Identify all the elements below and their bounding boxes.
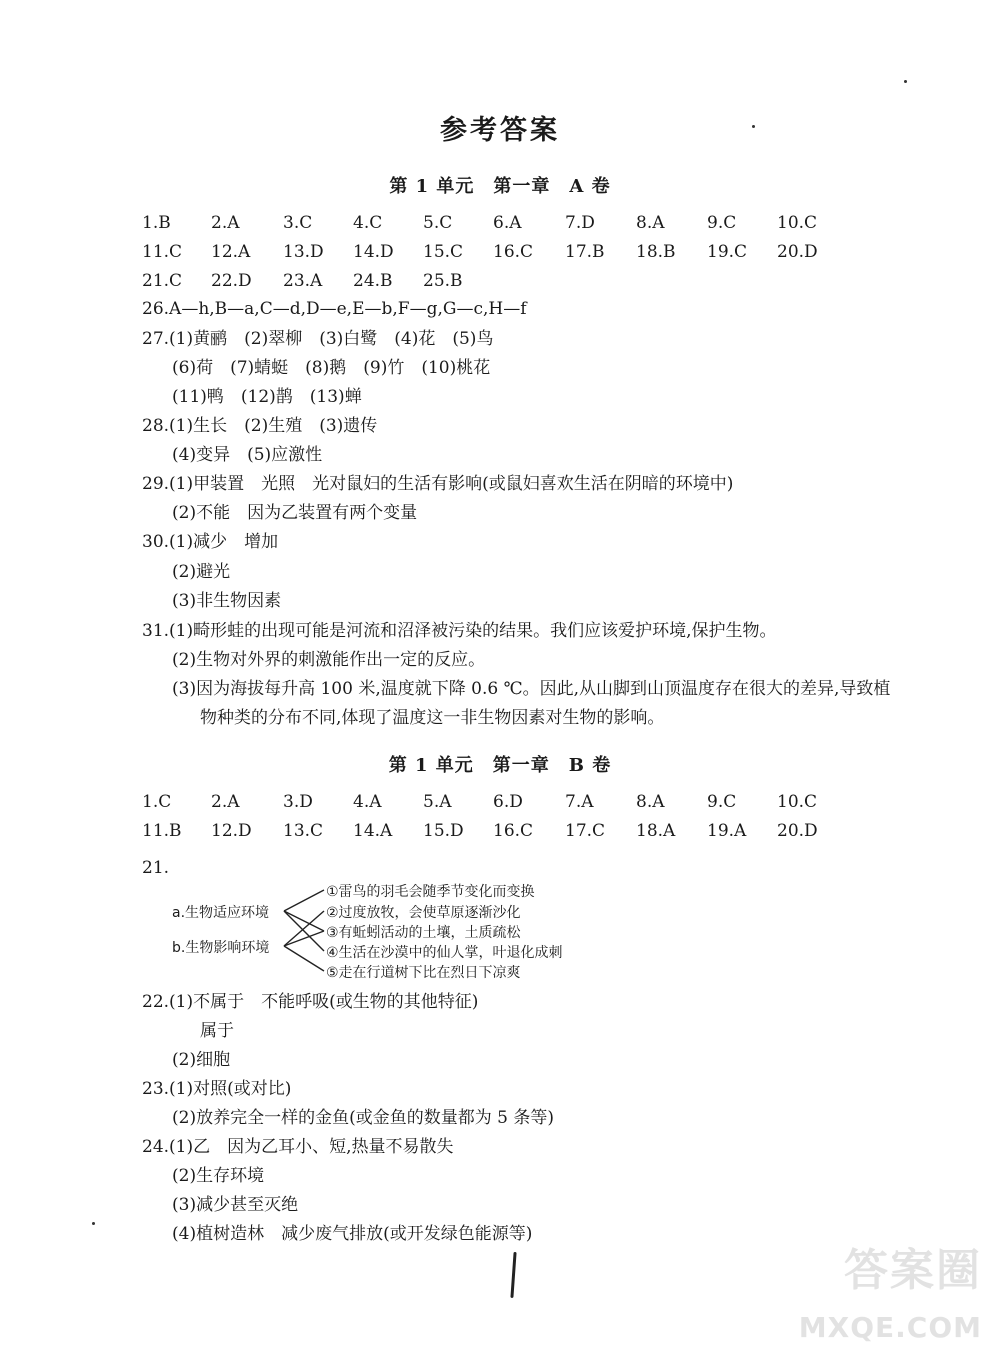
- page-title: 参考答案: [440, 115, 560, 146]
- answer-line: (2)生存环境: [172, 1166, 265, 1186]
- watermark-url: MXQE.COM: [798, 1311, 982, 1344]
- answer-line: (2)放养完全一样的金鱼(或金鱼的数量都为 5 条等): [172, 1108, 554, 1128]
- mc-answer: 23.A: [283, 271, 323, 291]
- diagram-right-5: ⑤走在行道树下比在烈日下凉爽: [326, 965, 521, 981]
- mc-answer: 20.D: [777, 821, 818, 841]
- mc-answer: 15.D: [423, 821, 464, 841]
- answer-line: (2)细胞: [172, 1050, 231, 1070]
- answer-line: 物种类的分布不同,体现了温度这一非生物因素对生物的影响。: [200, 708, 665, 728]
- mc-answer: 6.A: [493, 213, 522, 233]
- diagram-right-2: ②过度放牧，会使草原逐渐沙化: [326, 905, 521, 921]
- answer-line: (3)非生物因素: [172, 591, 282, 611]
- scan-dot: [92, 1222, 95, 1225]
- answer-line: (4)植树造林 减少废气排放(或开发绿色能源等): [172, 1224, 533, 1244]
- mc-answer: 25.B: [423, 271, 463, 291]
- mc-answer: 11.C: [142, 242, 183, 262]
- mc-answer: 10.C: [777, 213, 818, 233]
- answer-line: 27.(1)黄鹂 (2)翠柳 (3)白鹭 (4)花 (5)鸟: [142, 329, 494, 349]
- mc-answer: 3.C: [283, 213, 313, 233]
- mc-answer: 14.D: [353, 242, 394, 262]
- mc-answer: 19.A: [707, 821, 747, 841]
- answer-line: (3)减少甚至灭绝: [172, 1195, 299, 1215]
- answer-line: (6)荷 (7)蜻蜓 (8)鹅 (9)竹 (10)桃花: [172, 358, 491, 378]
- mc-answer: 7.D: [565, 213, 595, 233]
- answer-line: 24.(1)乙 因为乙耳小、短,热量不易散失: [142, 1137, 454, 1157]
- mc-answer: 2.A: [211, 792, 240, 812]
- mc-answer: 18.A: [636, 821, 676, 841]
- mc-answer: 4.C: [353, 213, 383, 233]
- mc-answer: 10.C: [777, 792, 818, 812]
- question-21-label: 21.: [142, 858, 170, 878]
- diagram-right-3: ③有蚯蚓活动的土壤，土质疏松: [326, 925, 521, 941]
- answer-line: 属于: [200, 1021, 234, 1041]
- answer-line: (11)鸭 (12)鹊 (13)蝉: [172, 387, 362, 407]
- mc-answer: 17.C: [565, 821, 606, 841]
- mc-answer: 16.C: [493, 242, 534, 262]
- answer-line: (2)生物对外界的刺激能作出一定的反应。: [172, 650, 486, 670]
- section-a-heading: 第 1 单元 第一章 A 卷: [389, 176, 611, 197]
- answer-line: (2)不能 因为乙装置有两个变量: [172, 503, 418, 523]
- watermark-logo: [792, 1234, 982, 1344]
- mc-answer: 9.C: [707, 213, 737, 233]
- mc-answer: 19.C: [707, 242, 748, 262]
- diagram-left-b: b.生物影响环境: [172, 940, 270, 956]
- answer-line: (4)变异 (5)应激性: [172, 445, 323, 465]
- mc-answer: 17.B: [565, 242, 605, 262]
- diagram-right-4: ④生活在沙漠中的仙人掌，叶退化成刺: [326, 945, 563, 961]
- mc-answer: 18.B: [636, 242, 676, 262]
- mc-answer: 21.C: [142, 271, 183, 291]
- scan-dot: [904, 80, 907, 83]
- mc-answer: 12.A: [211, 242, 251, 262]
- mc-answer: 6.D: [493, 792, 523, 812]
- mc-answer: 7.A: [565, 792, 594, 812]
- mc-answer: 20.D: [777, 242, 818, 262]
- answer-line: 30.(1)减少 增加: [142, 532, 279, 552]
- scan-dot: [752, 125, 755, 128]
- mc-answer: 8.A: [636, 792, 665, 812]
- mc-answer: 4.A: [353, 792, 382, 812]
- answer-line: 28.(1)生长 (2)生殖 (3)遗传: [142, 416, 378, 436]
- mc-answer: 1.C: [142, 792, 172, 812]
- mc-answer: 24.B: [353, 271, 393, 291]
- watermark-title: 答案圈: [844, 1245, 982, 1296]
- mc-answer: 8.A: [636, 213, 665, 233]
- mc-answer: 15.C: [423, 242, 464, 262]
- answer-line: (2)避光: [172, 562, 231, 582]
- mc-answer: 12.D: [211, 821, 252, 841]
- mc-answer: 3.D: [283, 792, 313, 812]
- answer-line: 26.A—h,B—a,C—d,D—e,E—b,F—g,G—c,H—f: [142, 299, 527, 319]
- mc-answer: 1.B: [142, 213, 171, 233]
- mc-answer: 5.C: [423, 213, 453, 233]
- mc-answer: 2.A: [211, 213, 240, 233]
- mc-answer: 22.D: [211, 271, 252, 291]
- mc-answer: 13.D: [283, 242, 324, 262]
- mc-answer: 13.C: [283, 821, 324, 841]
- mc-answer: 9.C: [707, 792, 737, 812]
- answer-line: 23.(1)对照(或对比): [142, 1079, 292, 1099]
- mc-answer: 14.A: [353, 821, 393, 841]
- diagram-left-a: a.生物适应环境: [172, 905, 270, 921]
- section-b-heading: 第 1 单元 第一章 B 卷: [388, 755, 612, 776]
- mc-answer: 11.B: [142, 821, 182, 841]
- answer-line: (3)因为海拔每升高 100 米,温度就下降 0.6 ℃。因此,从山脚到山顶温度存在很大的差异,导致植: [172, 679, 891, 699]
- answer-line: 22.(1)不属于 不能呼吸(或生物的其他特征): [142, 992, 479, 1012]
- mc-answer: 5.A: [423, 792, 452, 812]
- answer-line: 29.(1)甲装置 光照 光对鼠妇的生活有影响(或鼠妇喜欢生活在阴暗的环境中): [142, 474, 734, 494]
- mc-answer: 16.C: [493, 821, 534, 841]
- diagram-right-1: ①雷鸟的羽毛会随季节变化而变换: [326, 884, 535, 900]
- answer-line: 31.(1)畸形蛙的出现可能是河流和沼泽被污染的结果。我们应该爱护环境,保护生物。: [142, 621, 777, 641]
